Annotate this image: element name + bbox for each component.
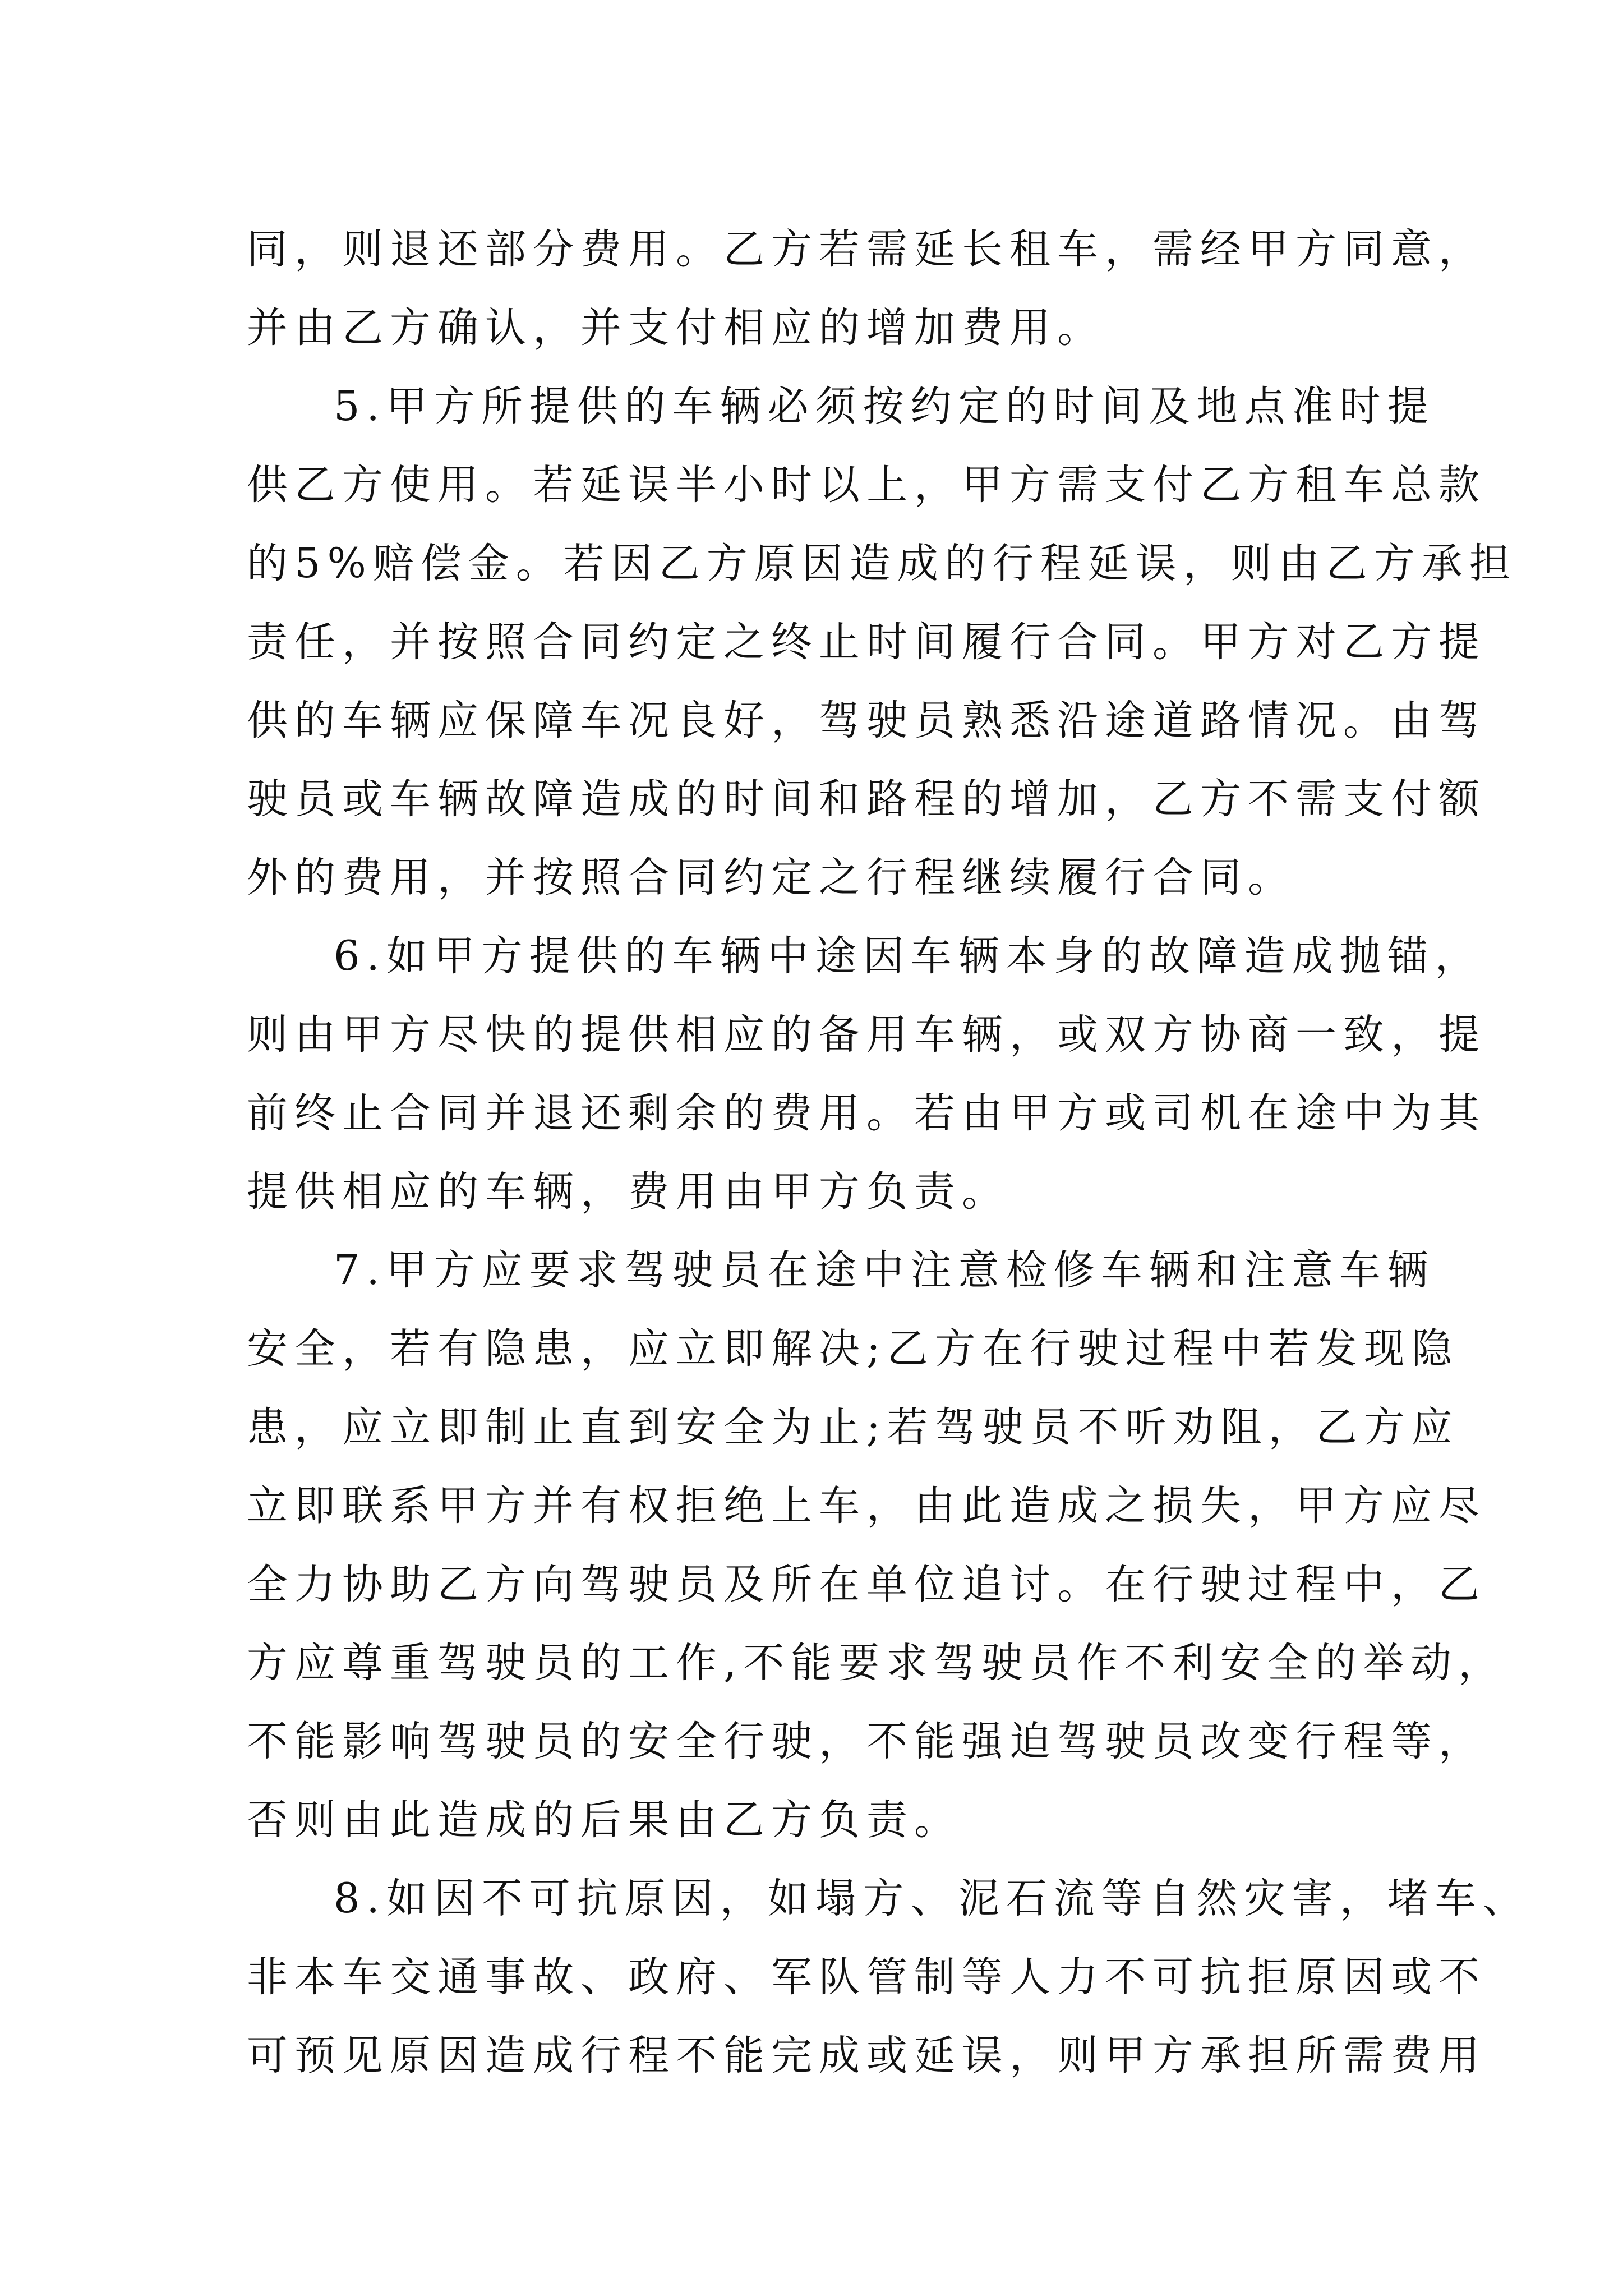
- text-line: 同，则退还部分费用。乙方若需延长租车，需经甲方同意，: [247, 226, 1486, 273]
- text-line: 前终止合同并退还剩余的费用。若由甲方或司机在途中为其: [247, 1089, 1486, 1137]
- text-line: 供乙方使用。若延误半小时以上，甲方需支付乙方租车总款: [247, 461, 1486, 509]
- clause-7-line: 7.甲方应要求驾驶员在途中注意检修车辆和注意车辆: [334, 1246, 1435, 1294]
- clause-8-line: 8.如因不可抗原因，如塌方、泥石流等自然灾害，堵车、: [334, 1875, 1530, 1922]
- text-line: 供的车辆应保障车况良好，驾驶员熟悉沿途道路情况。由驾: [247, 697, 1486, 744]
- text-line: 方应尊重驾驶员的工作,不能要求驾驶员作不利安全的举动，: [247, 1639, 1506, 1687]
- text-line: 患，应立即制止直到安全为止;若驾驶员不听劝阻，乙方应: [247, 1404, 1459, 1451]
- clause-5-line: 5.甲方所提供的车辆必须按约定的时间及地点准时提: [334, 383, 1435, 430]
- text-line: 安全，若有隐患，应立即解决;乙方在行驶过程中若发现隐: [247, 1325, 1459, 1373]
- text-line: 立即联系甲方并有权拒绝上车，由此造成之损失，甲方应尽: [247, 1482, 1486, 1530]
- text-line: 外的费用，并按照合同约定之行程继续履行合同。: [247, 854, 1295, 901]
- text-line: 否则由此造成的后果由乙方负责。: [247, 1796, 962, 1844]
- text-line: 全力协助乙方向驾驶员及所在单位追讨。在行驶过程中，乙: [247, 1561, 1486, 1608]
- text-line: 的5%赔偿金。若因乙方原因造成的行程延误，则由乙方承担: [247, 540, 1517, 587]
- text-line: 则由甲方尽快的提供相应的备用车辆，或双方协商一致，提: [247, 1011, 1486, 1059]
- contract-text-body: [247, 210, 1530, 2095]
- clause-6-line: 6.如甲方提供的车辆中途因车辆本身的故障造成抛锚，: [334, 932, 1483, 980]
- text-line: 并由乙方确认，并支付相应的增加费用。: [247, 304, 1105, 352]
- text-line: 不能影响驾驶员的安全行驶，不能强迫驾驶员改变行程等，: [247, 1718, 1486, 1765]
- text-line: 责任，并按照合同约定之终止时间履行合同。甲方对乙方提: [247, 618, 1486, 666]
- text-line: 驶员或车辆故障造成的时间和路程的增加，乙方不需支付额: [247, 775, 1486, 823]
- text-line: 提供相应的车辆，费用由甲方负责。: [247, 1168, 1009, 1216]
- text-line: 非本车交通事故、政府、军队管制等人力不可抗拒原因或不: [247, 1953, 1486, 2001]
- text-line: 可预见原因造成行程不能完成或延误，则甲方承担所需费用: [247, 2032, 1486, 2079]
